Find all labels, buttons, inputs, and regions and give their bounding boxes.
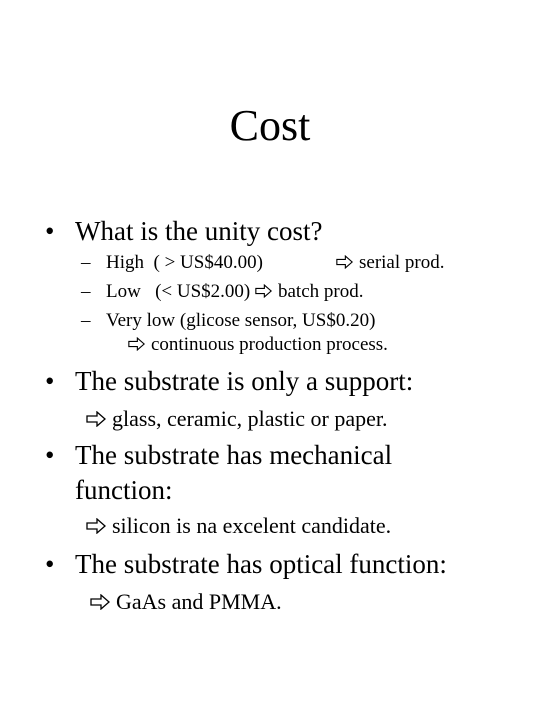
subitem-result-text: serial prod. <box>359 252 445 273</box>
result-text: glass, ceramic, plastic or paper. <box>112 406 388 431</box>
hollow-right-arrow-icon <box>128 337 145 351</box>
bullet-glyph: • <box>45 216 55 246</box>
hollow-right-arrow-icon <box>86 411 106 427</box>
hollow-right-arrow-icon <box>336 255 353 269</box>
subitem-result-text: batch prod. <box>278 281 364 302</box>
bullet-glyph: • <box>45 440 55 470</box>
bullet-text-line2: function: <box>75 475 173 505</box>
bullet-text: The substrate has optical function: <box>75 549 447 579</box>
bullet-glyph: • <box>45 366 55 396</box>
dash-glyph: – <box>81 310 91 331</box>
dash-glyph: – <box>81 252 91 273</box>
bullet-text: What is the unity cost? <box>75 216 323 246</box>
subitem-label: Low (< US$2.00) <box>106 281 251 302</box>
hollow-right-arrow-icon <box>255 284 272 298</box>
hollow-right-arrow-icon <box>90 594 110 610</box>
subitem-very-low-result <box>128 333 388 357</box>
bullet-text-line1: The substrate has mechanical <box>75 440 393 470</box>
bullet-mechanical-result <box>86 512 391 540</box>
subitem-text: Very low (glicose sensor, US$0.20) <box>106 310 376 331</box>
bullet-text: The substrate is only a support: <box>75 366 414 396</box>
dash-glyph: – <box>81 281 91 302</box>
subitem-result-text: continuous production process. <box>151 334 388 355</box>
bullet-support-result <box>86 405 388 433</box>
result-text: GaAs and PMMA. <box>116 589 282 614</box>
subitem-text: High ( > US$40.00) <box>106 252 263 273</box>
subitem-text <box>106 280 363 304</box>
slide-title: Cost <box>229 101 311 150</box>
bullet-optical-result <box>90 588 282 616</box>
result-text: silicon is na excelent candidate. <box>112 513 392 538</box>
subitem-result <box>336 251 444 275</box>
bullet-glyph: • <box>45 549 55 579</box>
hollow-right-arrow-icon <box>86 518 106 534</box>
